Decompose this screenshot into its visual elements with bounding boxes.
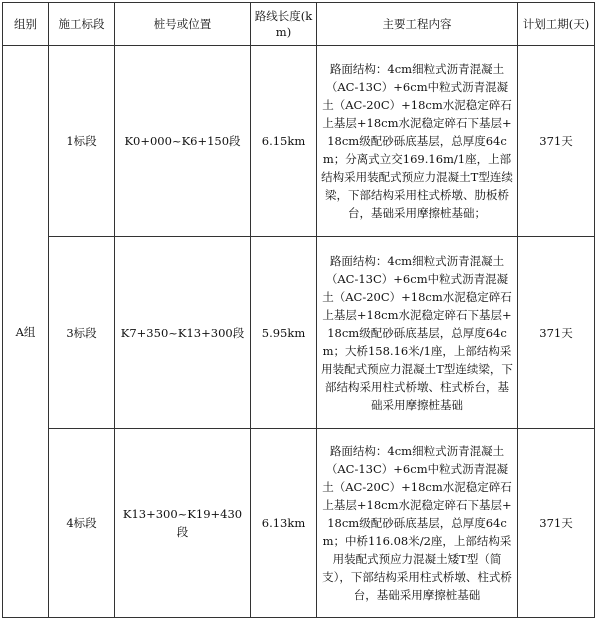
duration-cell: 371天 xyxy=(518,46,595,237)
header-row xyxy=(3,3,595,46)
content-cell: 路面结构：4cm细粒式沥青混凝土（AC-13C）+6cm中粒式沥青混凝土（AC-20C）+18cm水泥稳定碎石上基层+18cm水泥稳定碎石下基层+18cm级配砂砾底基层，总厚度64cm；分离式立交169.16m/1座，上部结构采用装配式预应力混凝土T型连续梁，下部结构采用柱式桥墩、肋板桥台，基础采用摩擦桩基础； xyxy=(317,46,518,237)
header-station: 桩号或位置 xyxy=(115,3,251,46)
table-row xyxy=(3,237,595,429)
table-row xyxy=(3,429,595,618)
length-cell: 5.95km xyxy=(251,237,317,429)
station-cell: K7+350~K13+300段 xyxy=(115,237,251,429)
duration-cell: 371天 xyxy=(518,429,595,618)
section-cell: 1标段 xyxy=(49,46,115,237)
content-cell: 路面结构：4cm细粒式沥青混凝土（AC-13C）+6cm中粒式沥青混凝土（AC-20C）+18cm水泥稳定碎石上基层+18cm水泥稳定碎石下基层+18cm级配砂砾底基层，总厚度64cm；大桥158.16米/1座，上部结构采用装配式预应力混凝土T型连续梁，下部结构采用柱式桥墩、柱式桥台，基础采用摩擦桩基础 xyxy=(317,237,518,429)
station-cell: K0+000~K6+150段 xyxy=(115,46,251,237)
group-cell: A组 xyxy=(3,46,49,618)
header-length: 路线长度(km) xyxy=(251,3,317,46)
header-section: 施工标段 xyxy=(49,3,115,46)
section-cell: 3标段 xyxy=(49,237,115,429)
section-cell: 4标段 xyxy=(49,429,115,618)
table-row xyxy=(3,46,595,237)
length-cell: 6.13km xyxy=(251,429,317,618)
header-group: 组别 xyxy=(3,3,49,46)
works-table xyxy=(2,2,595,618)
header-content: 主要工程内容 xyxy=(317,3,518,46)
length-cell: 6.15km xyxy=(251,46,317,237)
station-cell: K13+300~K19+430段 xyxy=(115,429,251,618)
content-cell: 路面结构：4cm细粒式沥青混凝土（AC-13C）+6cm中粒式沥青混凝土（AC-20C）+18cm水泥稳定碎石上基层+18cm水泥稳定碎石下基层+18cm级配砂砾底基层，总厚度64cm；中桥116.08米/2座，上部结构采用装配式预应力混凝土矮T型（简支），下部结构采用柱式桥墩、柱式桥台，基础采用摩擦桩基础 xyxy=(317,429,518,618)
header-duration: 计划工期(天) xyxy=(518,3,595,46)
duration-cell: 371天 xyxy=(518,237,595,429)
